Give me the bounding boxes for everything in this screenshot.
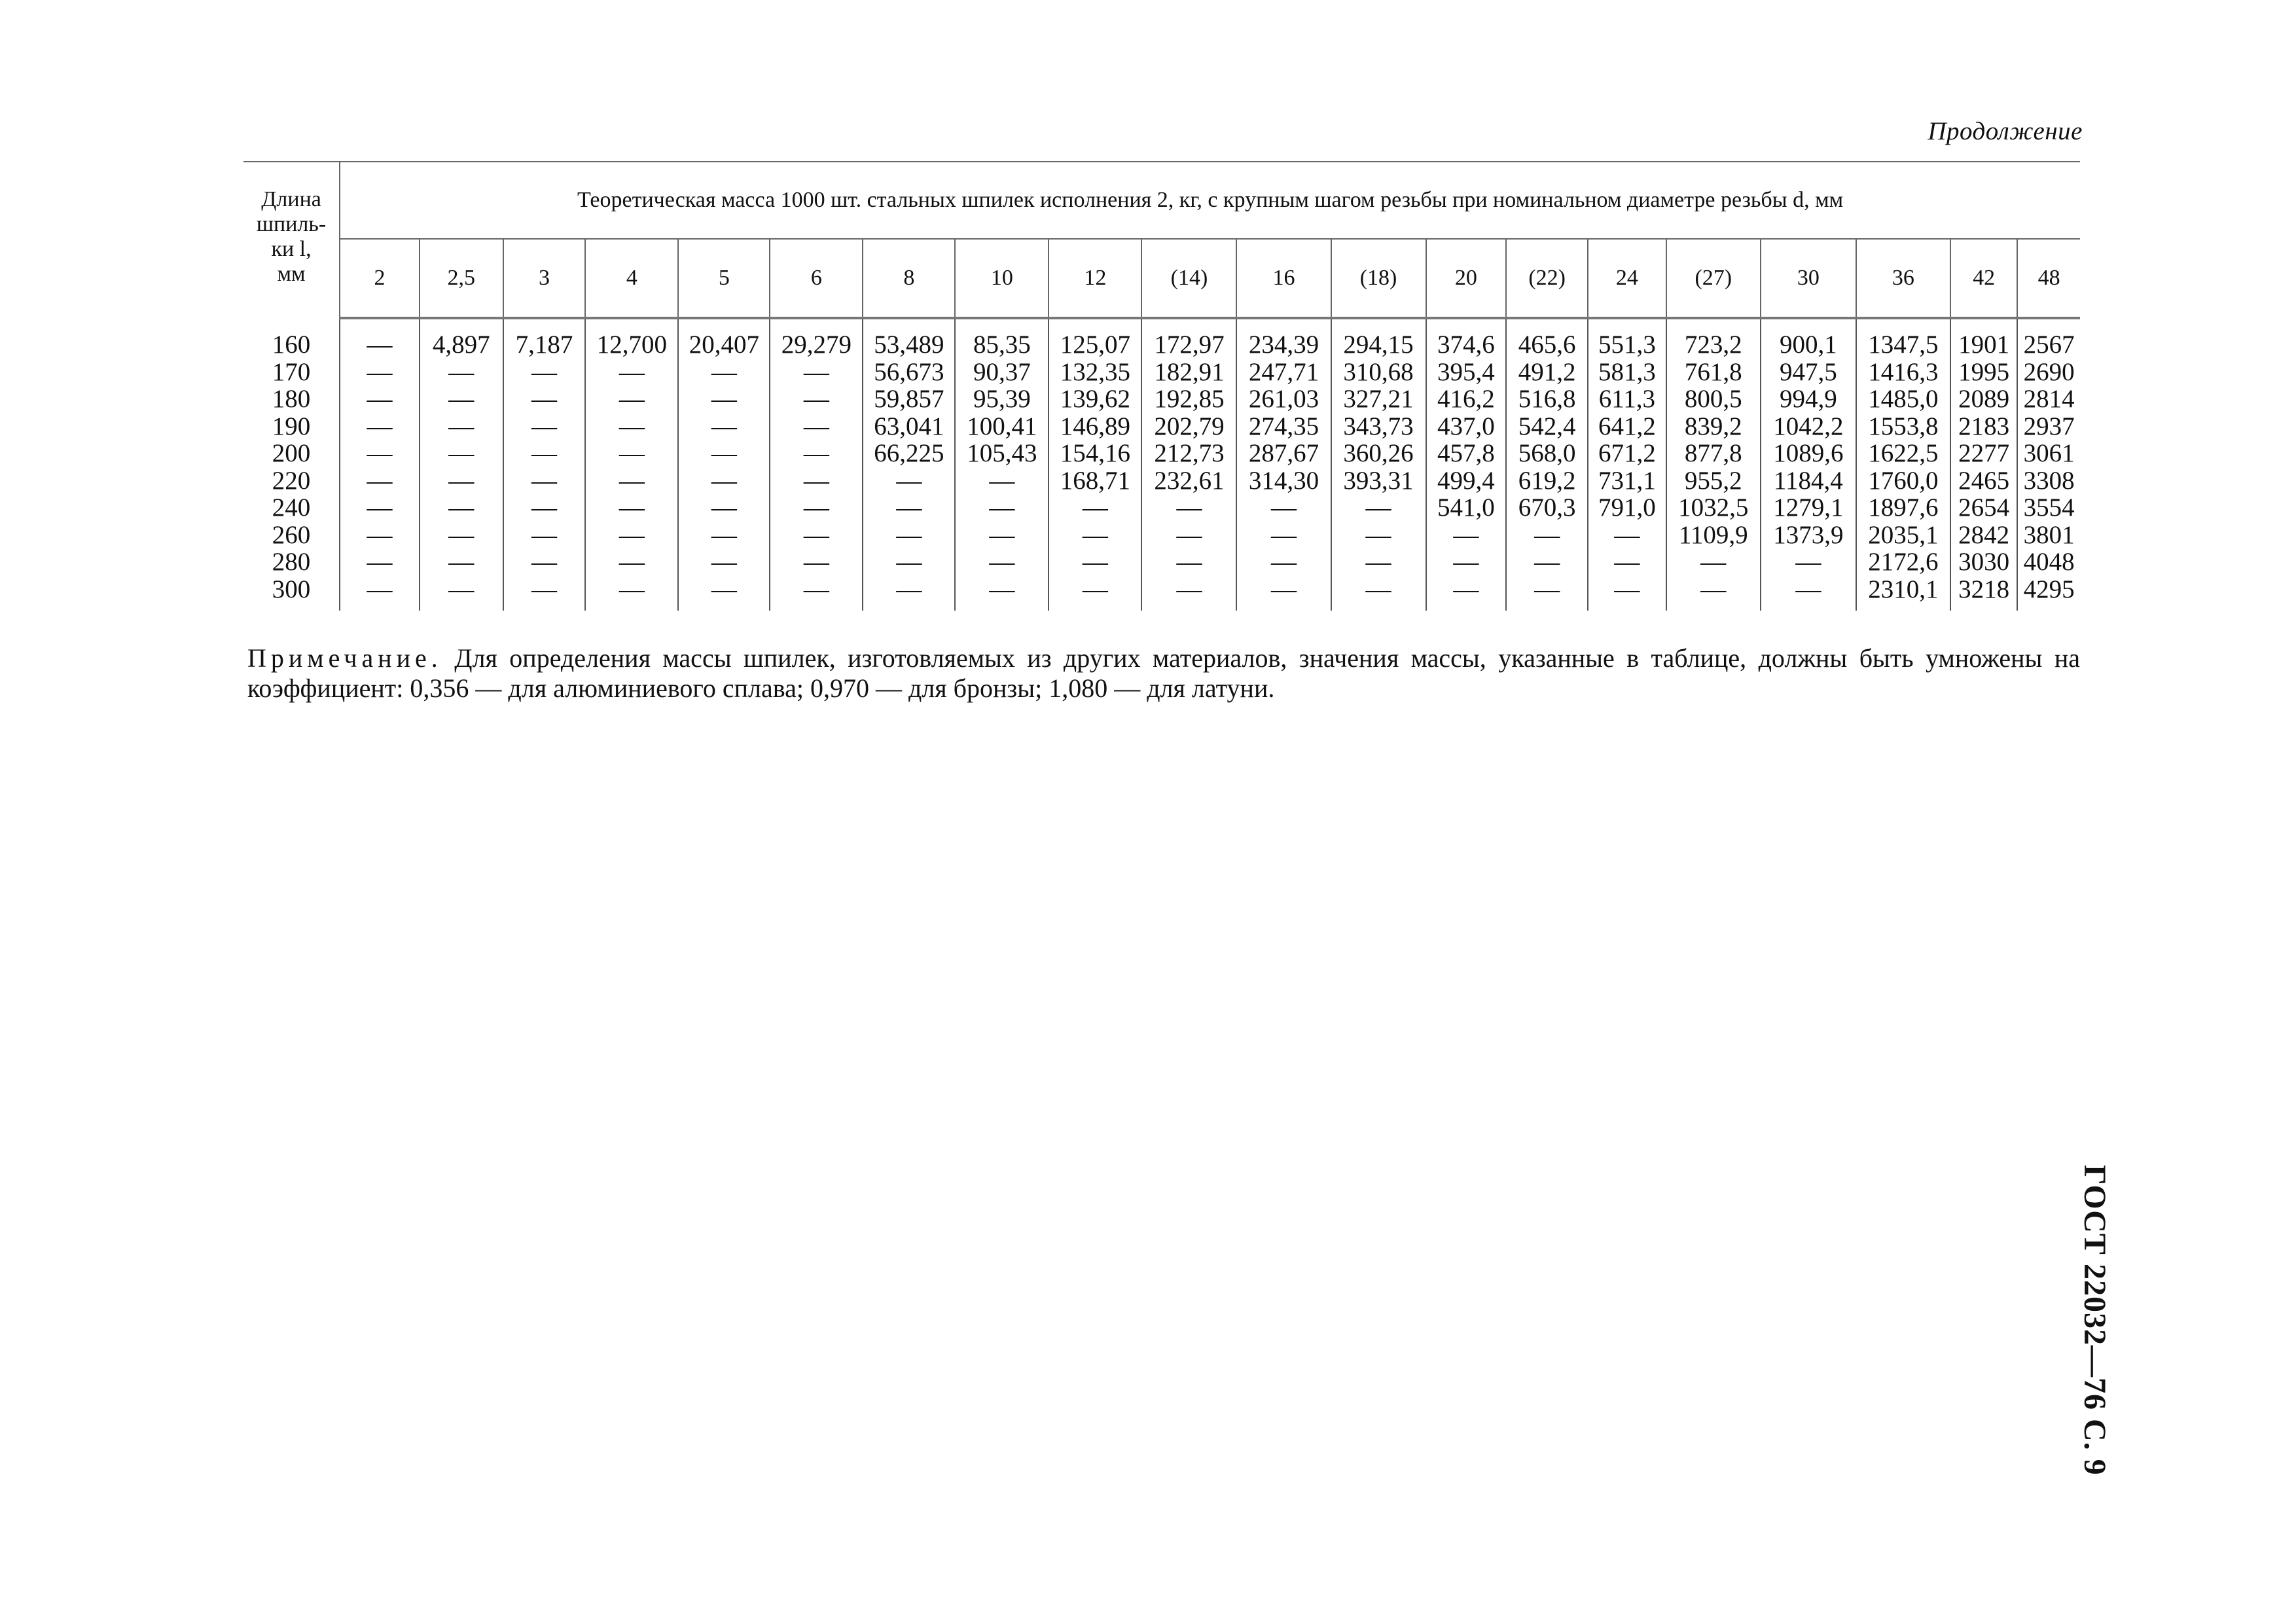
mass-cell: 1416,3 [1856, 359, 1950, 386]
mass-cell: 3308 [2017, 467, 2080, 495]
mass-cell: 327,21 [1331, 385, 1426, 413]
mass-cell: 59,857 [863, 385, 955, 413]
mass-cell: 2567 [2017, 331, 2080, 359]
mass-cell: 4,897 [420, 331, 503, 359]
mass-cell: — [585, 548, 678, 576]
mass-cell: — [503, 385, 586, 413]
mass-cell: — [1588, 576, 1666, 611]
mass-cell: — [340, 413, 420, 440]
mass-cell: 63,041 [863, 413, 955, 440]
table-note [247, 643, 2080, 704]
mass-cell: — [1426, 548, 1507, 576]
mass-cell: — [1331, 494, 1426, 522]
spacer-cell [1761, 318, 1856, 331]
table-row [243, 576, 2080, 611]
spacer-cell [1236, 318, 1331, 331]
mass-cell: — [420, 467, 503, 495]
mass-cell: 731,1 [1588, 467, 1666, 495]
mass-cell: 465,6 [1506, 331, 1588, 359]
spacer-cell [420, 318, 503, 331]
length-cell: 260 [243, 522, 340, 549]
mass-cell: 1373,9 [1761, 522, 1856, 549]
mass-cell: 2842 [1950, 522, 2017, 549]
length-cell: 220 [243, 467, 340, 495]
mass-cell: — [1761, 576, 1856, 611]
table-spacer-row [243, 318, 2080, 331]
mass-cell: 374,6 [1426, 331, 1507, 359]
mass-cell: 261,03 [1236, 385, 1331, 413]
mass-cell: 877,8 [1666, 440, 1761, 467]
table-body [243, 318, 2080, 611]
mass-cell: — [1331, 548, 1426, 576]
mass-cell: — [1141, 548, 1236, 576]
mass-cell: — [1666, 548, 1761, 576]
mass-cell: 168,71 [1049, 467, 1141, 495]
mass-cell: 2183 [1950, 413, 2017, 440]
mass-cell: 287,67 [1236, 440, 1331, 467]
diameter-header-cell: 20 [1426, 239, 1507, 318]
mass-cell: 314,30 [1236, 467, 1331, 495]
mass-cell: — [1049, 494, 1141, 522]
mass-cell: — [1141, 494, 1236, 522]
diameter-header-cell: 36 [1856, 239, 1950, 318]
mass-cell: 139,62 [1049, 385, 1141, 413]
diameter-header-cell: 2,5 [420, 239, 503, 318]
spacer-cell [1666, 318, 1761, 331]
spacer-cell [243, 318, 340, 331]
mass-cell: 1485,0 [1856, 385, 1950, 413]
mass-cell: — [585, 467, 678, 495]
mass-cell: — [340, 522, 420, 549]
spacer-cell [1426, 318, 1507, 331]
mass-cell: 581,3 [1588, 359, 1666, 386]
mass-cell: — [340, 385, 420, 413]
mass-cell: 723,2 [1666, 331, 1761, 359]
spacer-cell [955, 318, 1049, 331]
mass-cell: — [863, 494, 955, 522]
mass-cell: 1279,1 [1761, 494, 1856, 522]
mass-cell: 1553,8 [1856, 413, 1950, 440]
diameter-header-cell: 24 [1588, 239, 1666, 318]
mass-cell: — [1236, 548, 1331, 576]
mass-cell: 3061 [2017, 440, 2080, 467]
mass-cell: 56,673 [863, 359, 955, 386]
mass-cell: 2654 [1950, 494, 2017, 522]
table-row [243, 413, 2080, 440]
mass-cell: — [1506, 522, 1588, 549]
mass-cell: — [1141, 576, 1236, 611]
mass-cell: 146,89 [1049, 413, 1141, 440]
mass-cell: — [770, 548, 863, 576]
mass-cell: 1042,2 [1761, 413, 1856, 440]
mass-cell: — [340, 576, 420, 611]
mass-cell: — [955, 576, 1049, 611]
diameter-header-cell: 30 [1761, 239, 1856, 318]
mass-cell: — [678, 522, 770, 549]
mass-cell: 3554 [2017, 494, 2080, 522]
mass-cell: 12,700 [585, 331, 678, 359]
mass-cell: — [955, 494, 1049, 522]
mass-cell: 125,07 [1049, 331, 1141, 359]
mass-cell: — [420, 385, 503, 413]
mass-cell: 670,3 [1506, 494, 1588, 522]
mass-cell: 1995 [1950, 359, 2017, 386]
mass-cell: 2089 [1950, 385, 2017, 413]
spacer-cell [1950, 318, 2017, 331]
spacer-cell [678, 318, 770, 331]
mass-cell: — [678, 385, 770, 413]
mass-cell: — [340, 331, 420, 359]
diameter-header-cell: 42 [1950, 239, 2017, 318]
mass-cell: — [1331, 522, 1426, 549]
length-header-line: шпиль- [256, 212, 327, 236]
spacer-cell [585, 318, 678, 331]
mass-cell: 457,8 [1426, 440, 1507, 467]
mass-cell: — [863, 548, 955, 576]
spacer-cell [1588, 318, 1666, 331]
mass-cell: 1760,0 [1856, 467, 1950, 495]
mass-cell: — [678, 359, 770, 386]
mass-cell: — [585, 385, 678, 413]
mass-cell: 85,35 [955, 331, 1049, 359]
mass-cell: — [420, 440, 503, 467]
mass-cell: 900,1 [1761, 331, 1856, 359]
mass-cell: — [1236, 494, 1331, 522]
diameter-header-row [243, 239, 2080, 318]
mass-cell: — [1506, 548, 1588, 576]
spacer-cell [1141, 318, 1236, 331]
mass-cell: — [955, 467, 1049, 495]
diameter-header-cell: (14) [1141, 239, 1236, 318]
mass-table-container [243, 161, 2080, 611]
length-header-line: Длина [261, 187, 321, 211]
mass-cell: 395,4 [1426, 359, 1507, 386]
mass-cell: 29,279 [770, 331, 863, 359]
spacer-cell [2017, 318, 2080, 331]
mass-cell: 839,2 [1666, 413, 1761, 440]
mass-cell: 671,2 [1588, 440, 1666, 467]
mass-cell: 437,0 [1426, 413, 1507, 440]
mass-cell: 53,489 [863, 331, 955, 359]
mass-cell: 541,0 [1426, 494, 1507, 522]
mass-cell: — [678, 494, 770, 522]
mass-cell: 2035,1 [1856, 522, 1950, 549]
mass-cell: — [863, 522, 955, 549]
table-header-row-caption [243, 162, 2080, 239]
mass-cell: 247,71 [1236, 359, 1331, 386]
mass-cell: 100,41 [955, 413, 1049, 440]
mass-cell: — [503, 522, 586, 549]
mass-cell: 1901 [1950, 331, 2017, 359]
length-cell: 240 [243, 494, 340, 522]
mass-cell: — [1588, 548, 1666, 576]
mass-cell: — [503, 494, 586, 522]
mass-cell: — [1506, 576, 1588, 611]
mass-cell: 1347,5 [1856, 331, 1950, 359]
mass-cell: — [420, 576, 503, 611]
mass-cell: 2172,6 [1856, 548, 1950, 576]
mass-cell: — [503, 548, 586, 576]
mass-cell: 192,85 [1141, 385, 1236, 413]
table-row [243, 522, 2080, 549]
mass-cell: — [678, 467, 770, 495]
mass-cell: — [863, 576, 955, 611]
mass-cell: — [770, 440, 863, 467]
mass-cell: 2465 [1950, 467, 2017, 495]
mass-cell: 499,4 [1426, 467, 1507, 495]
table-row [243, 331, 2080, 359]
mass-cell: 416,2 [1426, 385, 1507, 413]
mass-cell: 343,73 [1331, 413, 1426, 440]
mass-cell: — [1588, 522, 1666, 549]
continued-label: Продолжение [1928, 117, 2083, 145]
table-row [243, 440, 2080, 467]
mass-cell: — [678, 440, 770, 467]
mass-cell: 66,225 [863, 440, 955, 467]
mass-cell: 154,16 [1049, 440, 1141, 467]
mass-cell: 611,3 [1588, 385, 1666, 413]
mass-cell: 1622,5 [1856, 440, 1950, 467]
diameter-header-cell: 10 [955, 239, 1049, 318]
note-lead: Примечание. [247, 643, 442, 673]
mass-cell: — [420, 494, 503, 522]
mass-cell: — [585, 494, 678, 522]
mass-cell: — [770, 494, 863, 522]
mass-cell: 551,3 [1588, 331, 1666, 359]
mass-cell: — [955, 522, 1049, 549]
table-header [243, 162, 2080, 318]
mass-cell: — [420, 548, 503, 576]
mass-cell: — [585, 359, 678, 386]
mass-cell: 1897,6 [1856, 494, 1950, 522]
diameter-header-cell: 16 [1236, 239, 1331, 318]
mass-cell: — [340, 467, 420, 495]
mass-cell: — [503, 413, 586, 440]
mass-table [243, 161, 2080, 611]
note-text: Для определения массы шпилек, изготовляемых из других материалов, значения массы, указанные в таблице, должны быть умножены на коэффициент: 0,356 — для алюминиевого сплава; 0,970 — для бронзы; 1,080 — для латуни. [247, 643, 2080, 703]
mass-cell: 1032,5 [1666, 494, 1761, 522]
mass-cell: 568,0 [1506, 440, 1588, 467]
mass-cell: — [770, 576, 863, 611]
diameter-header-cell: 12 [1049, 239, 1141, 318]
mass-cell: 274,35 [1236, 413, 1331, 440]
mass-cell: — [420, 413, 503, 440]
table-row [243, 494, 2080, 522]
length-header-line: ки l, [271, 237, 312, 261]
mass-cell: 761,8 [1666, 359, 1761, 386]
mass-cell: — [1049, 522, 1141, 549]
mass-cell: — [678, 576, 770, 611]
diameter-header-cell: 5 [678, 239, 770, 318]
mass-cell: 212,73 [1141, 440, 1236, 467]
mass-cell: 105,43 [955, 440, 1049, 467]
mass-cell: — [770, 385, 863, 413]
spacer-cell [503, 318, 586, 331]
mass-cell: — [503, 467, 586, 495]
mass-cell: 791,0 [1588, 494, 1666, 522]
mass-cell: 1109,9 [1666, 522, 1761, 549]
mass-cell: — [1049, 576, 1141, 611]
mass-cell: 4295 [2017, 576, 2080, 611]
mass-cell: 542,4 [1506, 413, 1588, 440]
mass-cell: 1089,6 [1761, 440, 1856, 467]
mass-cell: — [770, 359, 863, 386]
mass-cell: 7,187 [503, 331, 586, 359]
diameter-header-cell: 6 [770, 239, 863, 318]
length-header-line: мм [277, 262, 306, 286]
spacer-cell [1506, 318, 1588, 331]
mass-cell: 2814 [2017, 385, 2080, 413]
spacer-cell [1049, 318, 1141, 331]
mass-cell: — [1666, 576, 1761, 611]
mass-cell: — [1426, 576, 1507, 611]
mass-cell: — [1049, 548, 1141, 576]
length-column-header [243, 162, 340, 318]
mass-cell: 4048 [2017, 548, 2080, 576]
mass-cell: 3218 [1950, 576, 2017, 611]
mass-cell: — [770, 522, 863, 549]
spacer-cell [1331, 318, 1426, 331]
mass-cell: 2277 [1950, 440, 2017, 467]
mass-cell: 516,8 [1506, 385, 1588, 413]
diameter-header-cell: 3 [503, 239, 586, 318]
mass-cell: — [770, 467, 863, 495]
mass-cell: — [678, 548, 770, 576]
mass-cell: — [955, 548, 1049, 576]
mass-cell: 202,79 [1141, 413, 1236, 440]
table-caption-header: Теоретическая масса 1000 шт. стальных шпилек исполнения 2, кг, с крупным шагом резьбы при номинальном диаметре резьбы d, мм [340, 162, 2080, 239]
diameter-header-cell: (27) [1666, 239, 1761, 318]
spacer-cell [863, 318, 955, 331]
mass-cell: 800,5 [1666, 385, 1761, 413]
mass-cell: — [585, 576, 678, 611]
mass-cell: — [340, 548, 420, 576]
mass-cell: — [678, 413, 770, 440]
diameter-header-cell: 48 [2017, 239, 2080, 318]
diameter-header-cell: 2 [340, 239, 420, 318]
mass-cell: — [585, 440, 678, 467]
mass-cell: — [585, 522, 678, 549]
mass-cell: 294,15 [1331, 331, 1426, 359]
table-row [243, 548, 2080, 576]
mass-cell: 2310,1 [1856, 576, 1950, 611]
diameter-header-cell: 4 [585, 239, 678, 318]
diameter-header-cell: (22) [1506, 239, 1588, 318]
mass-cell: — [1236, 576, 1331, 611]
mass-cell: 641,2 [1588, 413, 1666, 440]
mass-cell: 132,35 [1049, 359, 1141, 386]
mass-cell: 2937 [2017, 413, 2080, 440]
mass-cell: 3030 [1950, 548, 2017, 576]
diameter-header-cell: 8 [863, 239, 955, 318]
mass-cell: 2690 [2017, 359, 2080, 386]
mass-cell: — [1236, 522, 1331, 549]
mass-cell: 947,5 [1761, 359, 1856, 386]
mass-cell: 90,37 [955, 359, 1049, 386]
mass-cell: 393,31 [1331, 467, 1426, 495]
mass-cell: 1184,4 [1761, 467, 1856, 495]
spacer-cell [1856, 318, 1950, 331]
mass-cell: — [340, 359, 420, 386]
mass-cell: — [863, 467, 955, 495]
mass-cell: — [420, 522, 503, 549]
mass-cell: 182,91 [1141, 359, 1236, 386]
mass-cell: — [585, 413, 678, 440]
mass-cell: 232,61 [1141, 467, 1236, 495]
mass-cell: — [1761, 548, 1856, 576]
mass-cell: — [1141, 522, 1236, 549]
mass-cell: 491,2 [1506, 359, 1588, 386]
mass-cell: 95,39 [955, 385, 1049, 413]
mass-cell: 3801 [2017, 522, 2080, 549]
spacer-cell [770, 318, 863, 331]
table-row [243, 359, 2080, 386]
mass-cell: — [1426, 522, 1507, 549]
table-row [243, 467, 2080, 495]
mass-cell: — [420, 359, 503, 386]
length-cell: 200 [243, 440, 340, 467]
mass-cell: 20,407 [678, 331, 770, 359]
mass-cell: 955,2 [1666, 467, 1761, 495]
length-cell: 160 [243, 331, 340, 359]
mass-cell: — [1331, 576, 1426, 611]
mass-cell: 310,68 [1331, 359, 1426, 386]
mass-cell: 234,39 [1236, 331, 1331, 359]
mass-cell: — [503, 576, 586, 611]
length-cell: 300 [243, 576, 340, 611]
length-cell: 280 [243, 548, 340, 576]
mass-cell: — [340, 494, 420, 522]
mass-cell: 994,9 [1761, 385, 1856, 413]
mass-cell: — [503, 440, 586, 467]
standard-page-label: ГОСТ 22032—76 С. 9 [2077, 1165, 2112, 1476]
table-row [243, 385, 2080, 413]
mass-cell: 619,2 [1506, 467, 1588, 495]
mass-cell: 360,26 [1331, 440, 1426, 467]
mass-cell: — [340, 440, 420, 467]
mass-cell: — [503, 359, 586, 386]
length-cell: 190 [243, 413, 340, 440]
mass-cell: — [770, 413, 863, 440]
spacer-cell [340, 318, 420, 331]
diameter-header-cell: (18) [1331, 239, 1426, 318]
length-cell: 170 [243, 359, 340, 386]
mass-cell: 172,97 [1141, 331, 1236, 359]
length-cell: 180 [243, 385, 340, 413]
